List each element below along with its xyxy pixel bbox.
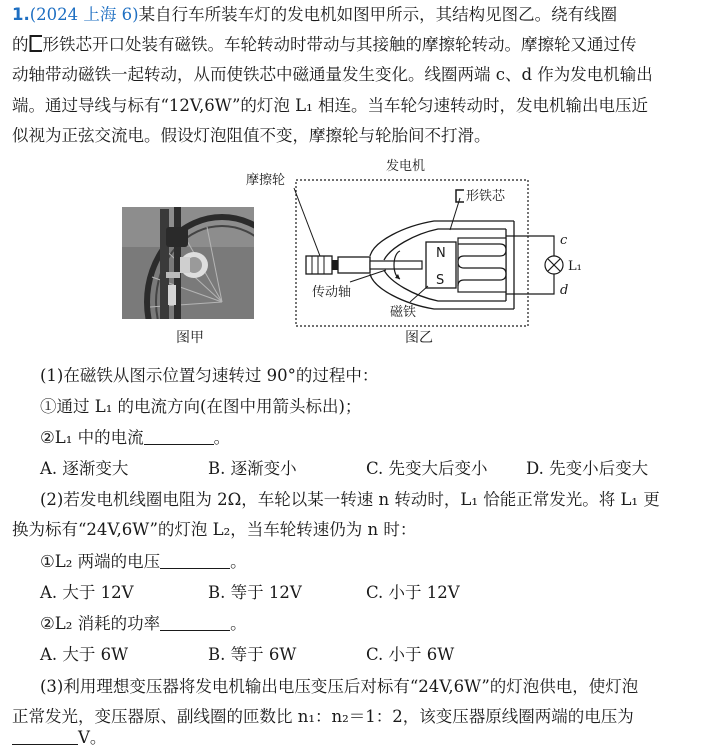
question-source: (2024 上海 6) xyxy=(29,5,139,24)
q2-option1-b[interactable]: B. 等于 12V xyxy=(208,583,302,602)
q2-option2-c[interactable]: C. 小于 6W xyxy=(366,645,455,664)
q1-option-c[interactable]: C. 先变大后变小 xyxy=(366,459,488,478)
label-shaft: 传动轴 xyxy=(312,285,352,300)
label-friction-wheel: 摩擦轮 xyxy=(246,173,286,188)
bracket-core-icon xyxy=(29,35,43,52)
q1-sub1: ①通过 L₁ 的电流方向(在图中用箭头标出)； xyxy=(40,397,362,416)
generator-diagram xyxy=(214,156,594,352)
stem-line-4: 端。通过导线与标有“12V,6W”的灯泡 L₁ 相连。当车轮匀速转动时，发电机输出电压近 xyxy=(12,96,648,115)
stem-line-5: 似视为正弦交流电。假设灯泡阻值不变，摩擦轮与轮胎间不打滑。 xyxy=(12,126,491,145)
core-bracket-icon xyxy=(456,190,464,202)
label-lamp: L₁ xyxy=(568,259,582,274)
q1-option-a[interactable]: A. 逐渐变大 xyxy=(40,459,129,478)
caption-figure-a: 图甲 xyxy=(176,330,204,346)
q1-answer-blank[interactable] xyxy=(144,428,214,445)
stem-line-2: 的 形铁芯开口处装有磁铁。车轮转动时带动与其接触的摩擦轮转动。摩擦轮又通过传 xyxy=(12,35,637,54)
q3-line-1: (3)利用理想变压器将发电机输出电压变压后对标有“24V,6W”的灯泡供电，使灯泡 xyxy=(40,677,639,696)
q3-line-3: V。 xyxy=(12,727,703,749)
q1-option-b[interactable]: B. 逐渐变小 xyxy=(208,459,297,478)
lead-d xyxy=(506,274,554,294)
shaft-housing xyxy=(338,257,370,273)
q2-sub1: ①L₂ 两端的电压 。 xyxy=(40,552,247,571)
lead-c xyxy=(506,236,554,256)
label-s-pole: S xyxy=(436,273,445,288)
label-core: 形铁芯 xyxy=(466,189,506,204)
q3-line-2: 正常发光，变压器原、副线圈的匝数比 n₁：n₂＝1：2，该变压器原线圈两端的电压为 xyxy=(12,707,634,726)
coil-frame xyxy=(458,238,506,292)
q2-option2-b[interactable]: B. 等于 6W xyxy=(208,645,297,664)
drive-shaft xyxy=(370,261,422,269)
label-magnet: 磁铁 xyxy=(390,305,417,320)
friction-wheel-shape xyxy=(306,256,338,274)
stem-line-3: 动轴带动磁铁一起转动，从而使铁芯中磁通量发生变化。线圈两端 c、d 作为发电机输出 xyxy=(12,65,653,84)
q2-option1-a[interactable]: A. 大于 12V xyxy=(40,583,134,602)
q1-intro: (1)在磁铁从图示位置匀速转过 90°的过程中： xyxy=(40,366,379,385)
q2-power-blank[interactable] xyxy=(160,614,230,631)
label-c: c xyxy=(560,233,568,248)
q2-option2-a[interactable]: A. 大于 6W xyxy=(40,645,129,664)
q2-sub2: ②L₂ 消耗的功率 。 xyxy=(40,614,247,633)
q2-voltage-blank[interactable] xyxy=(160,552,230,569)
label-generator: 发电机 xyxy=(386,159,426,174)
q1-option-d[interactable]: D. 先变小后变大 xyxy=(526,459,649,478)
caption-figure-b: 图乙 xyxy=(405,330,433,346)
label-d: d xyxy=(560,283,569,298)
q1-sub2: ②L₁ 中的电流 。 xyxy=(40,428,231,447)
label-n-pole: N xyxy=(436,246,446,261)
q2-line-1: (2)若发电机线圈电阻为 2Ω，车轮以某一转速 n 转动时，L₁ 恰能正常发光。将 L₁ 更 xyxy=(40,490,660,509)
q3-voltage-blank[interactable] xyxy=(12,728,78,745)
question-number: 1. xyxy=(12,5,30,24)
stem-text-1: 某自行车所装车灯的发电机如图甲所示，其结构见图乙。绕有线圈 xyxy=(138,5,618,24)
stem-line-1 xyxy=(12,4,703,26)
q2-line-2: 换为标有“24V,6W”的灯泡 L₂，当车轮转速仍为 n 时： xyxy=(12,520,417,539)
q2-option1-c[interactable]: C. 小于 12V xyxy=(366,583,460,602)
